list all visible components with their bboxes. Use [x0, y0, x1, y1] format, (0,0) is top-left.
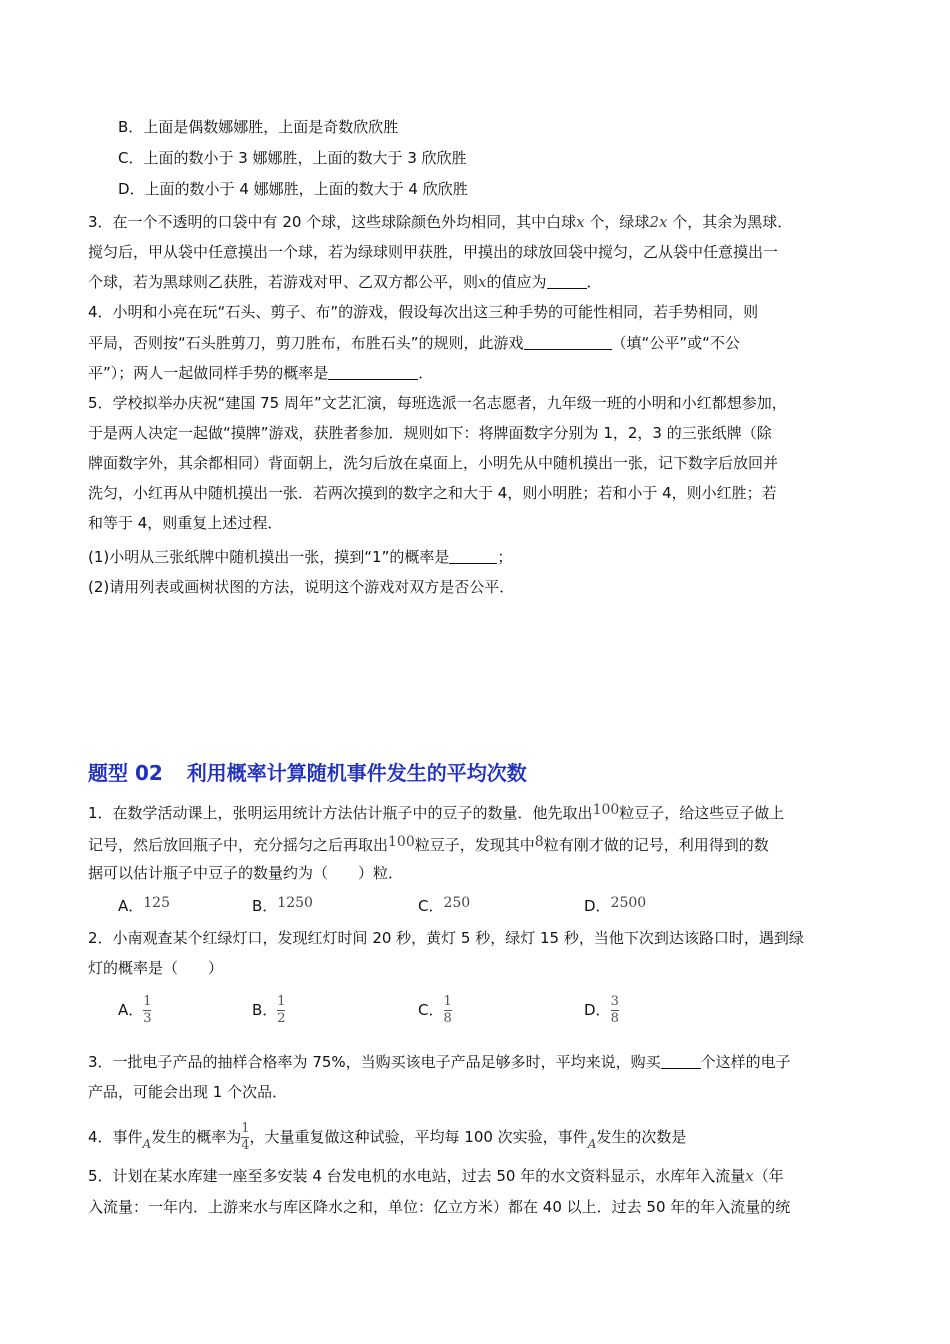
s4-text: 发生的次数是	[596, 1128, 687, 1146]
option-label: B．	[252, 897, 278, 915]
s5-line-2: 入流量：一年内．上游来水与库区降水之和，单位：亿立方米）都在 40 以上．过去 50 年的年入流量的统	[88, 1198, 791, 1216]
answer-blank[interactable]	[547, 273, 587, 289]
q4-text: 平局，否则按“石头胜剪刀，剪刀胜布，布胜石头”的规则，此游戏	[88, 334, 524, 352]
fraction-numerator: 1	[241, 1121, 250, 1136]
math-x: x	[576, 213, 585, 231]
answer-blank[interactable]	[661, 1053, 701, 1069]
option-label: D．	[584, 897, 611, 915]
math-2x: 2x	[649, 213, 668, 231]
q3-text: 3．在一个不透明的口袋中有 20 个球，这些球除颜色外均相同，其中白球	[88, 213, 577, 231]
s3-text: 3．一批电子产品的抽样合格率为 75%，当购买该电子产品足够多时，平均来说，购买	[88, 1053, 661, 1071]
fraction-numerator: 1	[277, 994, 286, 1009]
fraction-numerator: 3	[610, 994, 619, 1009]
s2-line-1: 2．小南观查某个红绿灯口，发现红灯时间 20 秒，黄灯 5 秒，绿灯 15 秒，当他下次到达该路口时，遇到绿	[88, 929, 804, 947]
q5-line-2: 于是两人决定一起做“摸牌”游戏，获胜者参加．规则如下：将牌面数字分别为 1，2，3 的三张纸牌（除	[88, 424, 772, 442]
fraction	[443, 995, 451, 1026]
s5-line-1	[88, 1166, 784, 1186]
s4-line-1	[88, 1122, 686, 1154]
q5-text: (1)小明从三张纸牌中随机摸出一张，摸到“1”的概率是	[88, 548, 450, 566]
answer-blank[interactable]	[449, 548, 497, 564]
q3-text: 个，其余为黑球．	[672, 213, 793, 231]
q4-text: ．	[418, 364, 434, 382]
math-event-a: A	[142, 1137, 152, 1151]
q4-line-2	[88, 333, 740, 353]
q3-line-2: 搅匀后，甲从袋中任意摸出一个球，若为绿球则甲获胜，甲摸出的球放回袋中搅匀，乙从袋中任意摸出一	[88, 243, 779, 261]
option-c-line: C．上面的数小于 3 娜娜胜，上面的数大于 3 欣欣胜	[118, 149, 467, 167]
q5-line-5: 和等于 4，则重复上述过程．	[88, 514, 283, 532]
q3-text: ．	[586, 273, 602, 291]
q3-text: 的值应为	[486, 273, 547, 291]
option-label: A．	[118, 1001, 144, 1019]
fraction	[241, 1122, 249, 1153]
s4-text: 4．事件	[88, 1128, 143, 1146]
q5-part-2: (2)请用列表或画树状图的方法，说明这个游戏对双方是否公平．	[88, 578, 515, 596]
s1-option-c[interactable]	[418, 893, 470, 916]
q3-line-1	[88, 212, 792, 232]
s1-text: 记号，然后放回瓶子中，充分摇匀之后再取出	[88, 836, 389, 854]
math-number: 100	[592, 802, 620, 818]
math-x: x	[745, 1167, 754, 1185]
fraction-numerator: 1	[443, 994, 452, 1009]
s2-option-a[interactable]	[118, 995, 152, 1026]
section-label: 题型 02	[88, 761, 163, 785]
fraction-numerator: 1	[143, 994, 152, 1009]
answer-blank[interactable]	[524, 334, 612, 350]
s2-option-b[interactable]	[252, 995, 286, 1026]
q3-text: 个，绿球	[589, 213, 650, 231]
s2-option-d[interactable]	[584, 995, 619, 1026]
q5-line-1: 5．学校拟举办庆祝“建国 75 周年”文艺汇演，每班选派一名志愿者，九年级一班的小明和小红都想参加，	[88, 394, 787, 412]
q5-part-1	[88, 547, 512, 567]
fraction-denominator: 8	[610, 1011, 619, 1026]
s4-text: ，大量重复做这种试验，平均每 100 次实验，事件	[249, 1128, 588, 1146]
s1-option-a[interactable]	[118, 893, 170, 916]
s1-option-b[interactable]	[252, 893, 313, 916]
s1-text: 粒豆子，发现其中	[414, 836, 535, 854]
q4-line-3	[88, 363, 433, 383]
math-x: x	[478, 273, 487, 291]
section-title: 利用概率计算随机事件发生的平均次数	[186, 761, 527, 785]
option-label: A．	[118, 897, 144, 915]
option-b-line: B．上面是偶数娜娜胜，上面是奇数欣欣胜	[118, 118, 399, 136]
s2-line-2: 灯的概率是（ ）	[88, 959, 224, 977]
math-number: 8	[534, 834, 544, 850]
s1-text: 1．在数学活动课上，张明运用统计方法估计瓶子中的豆子的数量．他先取出	[88, 804, 593, 822]
option-label: D．	[584, 1001, 611, 1019]
s3-text: 个这样的电子	[700, 1053, 791, 1071]
fraction-denominator: 4	[241, 1138, 250, 1153]
q3-line-3	[88, 272, 602, 292]
s1-text: 粒有刚才做的记号，利用得到的数	[543, 836, 769, 854]
option-value: 1250	[277, 895, 313, 911]
math-event-a: A	[587, 1137, 597, 1151]
q5-line-3: 牌面数字外，其余都相同）背面朝上，洗匀后放在桌面上，小明先从中随机摸出一张，记下数字后放回并	[88, 454, 779, 472]
option-value: 2500	[610, 895, 647, 911]
s1-option-d[interactable]	[584, 893, 646, 916]
q4-text: 平”）；两人一起做同样手势的概率是	[88, 364, 329, 382]
q4-text: （填“公平”或“不公	[611, 334, 740, 352]
q5-line-4: 洗匀，小红再从中随机摸出一张．若两次摸到的数字之和大于 4，则小明胜；若和小于 4，则小红胜；若	[88, 484, 777, 502]
q5-text: ；	[497, 548, 513, 566]
q3-text: 个球，若为黑球则乙获胜，若游戏对甲、乙双方都公平，则	[88, 273, 479, 291]
option-value: 250	[443, 895, 471, 911]
option-value: 125	[143, 895, 170, 911]
math-number: 100	[388, 834, 415, 850]
s3-line-1	[88, 1052, 791, 1072]
s5-text: （年	[753, 1167, 784, 1185]
s5-text: 5．计划在某水库建一座至多安装 4 台发电机的水电站，过去 50 年的水文资料显示，水库年入流量	[88, 1167, 746, 1185]
fraction	[143, 995, 151, 1026]
fraction	[277, 995, 285, 1026]
fraction	[611, 995, 619, 1026]
q4-line-1: 4．小明和小亮在玩“石头、剪子、布”的游戏，假设每次出这三种手势的可能性相同，若手势相同，则	[88, 303, 759, 321]
section-heading	[88, 760, 527, 786]
answer-blank[interactable]	[328, 364, 418, 380]
fraction-denominator: 3	[143, 1011, 152, 1026]
s1-text: 粒豆子，给这些豆子做上	[619, 804, 785, 822]
option-label: C．	[418, 897, 444, 915]
s3-line-2: 产品，可能会出现 1 个次品．	[88, 1083, 288, 1101]
option-label: C．	[418, 1001, 444, 1019]
fraction-denominator: 2	[277, 1011, 286, 1026]
s1-line-2	[88, 832, 769, 855]
option-label: B．	[252, 1001, 278, 1019]
s1-line-3: 据可以估计瓶子中豆子的数量约为（ ）粒．	[88, 864, 404, 882]
s2-option-c[interactable]	[418, 995, 452, 1026]
s4-text: 发生的概率为	[151, 1128, 242, 1146]
fraction-denominator: 8	[443, 1011, 452, 1026]
option-d-line: D．上面的数小于 4 娜娜胜，上面的数大于 4 欣欣胜	[118, 180, 468, 198]
s1-line-1	[88, 800, 784, 823]
